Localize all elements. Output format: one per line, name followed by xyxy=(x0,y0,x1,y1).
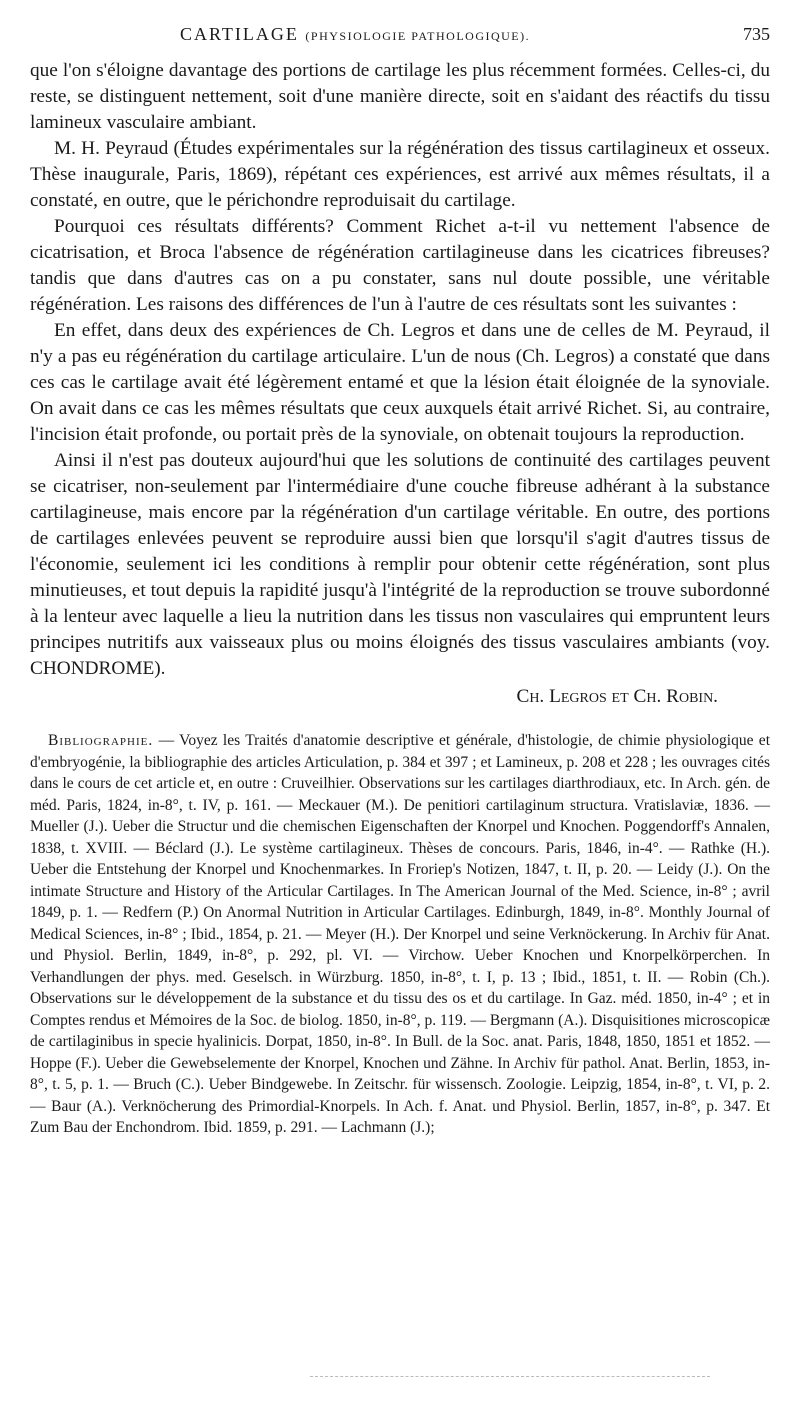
main-text xyxy=(30,58,770,682)
footer-divider xyxy=(310,1376,710,1377)
author-signature: Ch. Legros et Ch. Robin. xyxy=(516,686,718,707)
page-number: 735 xyxy=(743,24,770,44)
bibliography-label: Bibliographie. xyxy=(48,732,154,749)
paragraph: que l'on s'éloigne davantage des portions de cartilage les plus récemment formées. Celles-ci, du reste, se distinguent nettement, soit d'une manière directe, soit en s'aidant des réactifs du tissu lamineux vasculaire ambiant. xyxy=(30,60,770,133)
running-head-subtitle: (PHYSIOLOGIE PATHOLOGIQUE). xyxy=(305,29,531,43)
document-page xyxy=(30,0,770,1139)
page-header xyxy=(30,0,770,44)
paragraph: Ainsi il n'est pas douteux aujourd'hui que les solutions de continuité des cartilages peuvent se cicatriser, non-seulement par l'intermédiaire d'une couche fibreuse adhérant à la substance cartilagineuse, mais encore par la régénération d'un cartilage véritable. En outre, des portions de cartilages enlevées peuvent se reproduire aussi bien que lorsqu'il s'agit d'autres tissus de l'économie, seulement ici les conditions à remplir pour obtenir cette régénération, sont plus minutieuses, et tout depuis la rapidité jusqu'à l'intégrité de la reproduction se trouve subordonné à la lenteur avec laquelle a lieu la nutrition dans les tissus non vasculaires qui empruntent leurs principes nutritifs aux vaisseaux plus ou moins éloignés des tissus vasculaires ambiants (voy. CHONDROME). xyxy=(30,450,770,679)
paragraph: Pourquoi ces résultats différents? Comment Richet a-t-il vu nettement l'absence de cicatrisation, et Broca l'absence de régénération cartilagineuse dans les cicatrices fibreuses? tandis que dans d'autres cas on a pu constater, sans nul doute possible, une véritable régénération. Les raisons des différences de l'un à l'autre de ces résultats sont les suivantes : xyxy=(30,216,770,315)
running-head xyxy=(180,24,530,45)
paragraph: En effet, dans deux des expériences de Ch. Legros et dans une de celles de M. Peyraud, il n'y a pas eu régénération du cartilage articulaire. L'un de nous (Ch. Legros) a constaté que dans ces cas le cartilage avait été légèrement entamé et que la lésion était éloignée de la synoviale. On avait dans ce cas les mêmes résultats que ceux auxquels était arrivé Richet. Si, au contraire, l'incision était profonde, ou portait près de la synoviale, on obtenait toujours la reproduction. xyxy=(30,320,770,445)
paragraph: M. H. Peyraud (Études expérimentales sur la régénération des tissus cartilagineux et osseux. Thèse inaugurale, Paris, 1869), répétant ces expériences, est arrivé aux mêmes résultats, il a constaté, en outre, que le périchondre reproduisait du cartilage. xyxy=(30,138,770,211)
bibliography xyxy=(30,730,770,1139)
running-head-title: CARTILAGE xyxy=(180,24,299,44)
bibliography-text: — Voyez les Traités d'anatomie descriptive et générale, d'histologie, de chimie physiologique et d'embryogénie, la bibliographie des articles Articulation, p. 384 et 397 ; et Lamineux, p. 208 et 228 ; les ouvrages cités dans le cours de cet article et, en outre : Cruveilhier. Observations sur les cartilages diarthrodiaux, etc. In Arch. gén. de méd. Paris, 1824, in-8°, t. IV, p. 161. — Meckauer (M.). De penitiori cartilaginum structura. Vratislaviæ, 1836. — Mueller (J.). Ueber die Structur und die chemischen Eigenschaften der Knorpel und Knochen. Poggendorff's Annalen, 1838, t. XVIII. — Béclard (J.). Le système cartilagineux. Thèses de concours. Paris, 1846, in-4°. — Rathke (H.). Ueber die Entstehung der Knorpel und Knochenmarkes. In Froriep's Notizen, 1847, t. II, p. 20. — Leidy (J.). On the intimate Structure and History of the Articular Cartilages. In The American Journal of the Med. Science, in-8° ; avril 1849, p. 1. — Redfern (P.) On Anormal Nutrition in Articular Cartilages. Edinburgh, 1849, in-8°. Monthly Journal of Medical Sciences, in-8° ; Ibid., 1854, p. 21. — Meyer (H.). Der Knorpel und seine Verknöckerung. In Archiv für Anat. und Physiol. Berlin, 1849, in-8°, p. 292, pl. VI. — Virchow. Ueber Knochen und Knorpelkörperchen. In Verhandlungen der phys. med. Geselsch. in Würzburg. 1850, in-8°, t. I, p. 13 ; Ibid., 1851, t. II. — Robin (Ch.). Observations sur le développement de la substance et du tissu des os et du cartilage. In Gaz. méd. 1850, in-4° ; et in Comptes rendus et Mémoires de la Soc. de biolog. 1850, in-8°, p. 119. — Bergmann (A.). Disquisitiones microscopicæ de cartilaginibus in specie hyalinicis. Dorpat, 1850, in-8°. In Bull. de la Soc. anat. Paris, 1848, 1850, 1851 et 1852. — Hoppe (F.). Ueber die Gewebselemente der Knorpel, Knochen und Zähne. In Archiv für pathol. Anat. Berlin, 1853, in-8°, t. 5, p. 1. — Bruch (C.). Ueber Bindgewebe. In Zeitschr. für wissensch. Zoologie. Leipzig, 1854, in-8°, t. VI, p. 2. — Baur (A.). Verknöcherung des Primordial-Knorpels. In Ach. f. Anat. und Physiol. Berlin, 1857, in-8°, p. 347. Et Zum Bau der Enchondrom. Ibid. 1859, p. 291. — Lachmann (J.); xyxy=(30,732,770,1136)
